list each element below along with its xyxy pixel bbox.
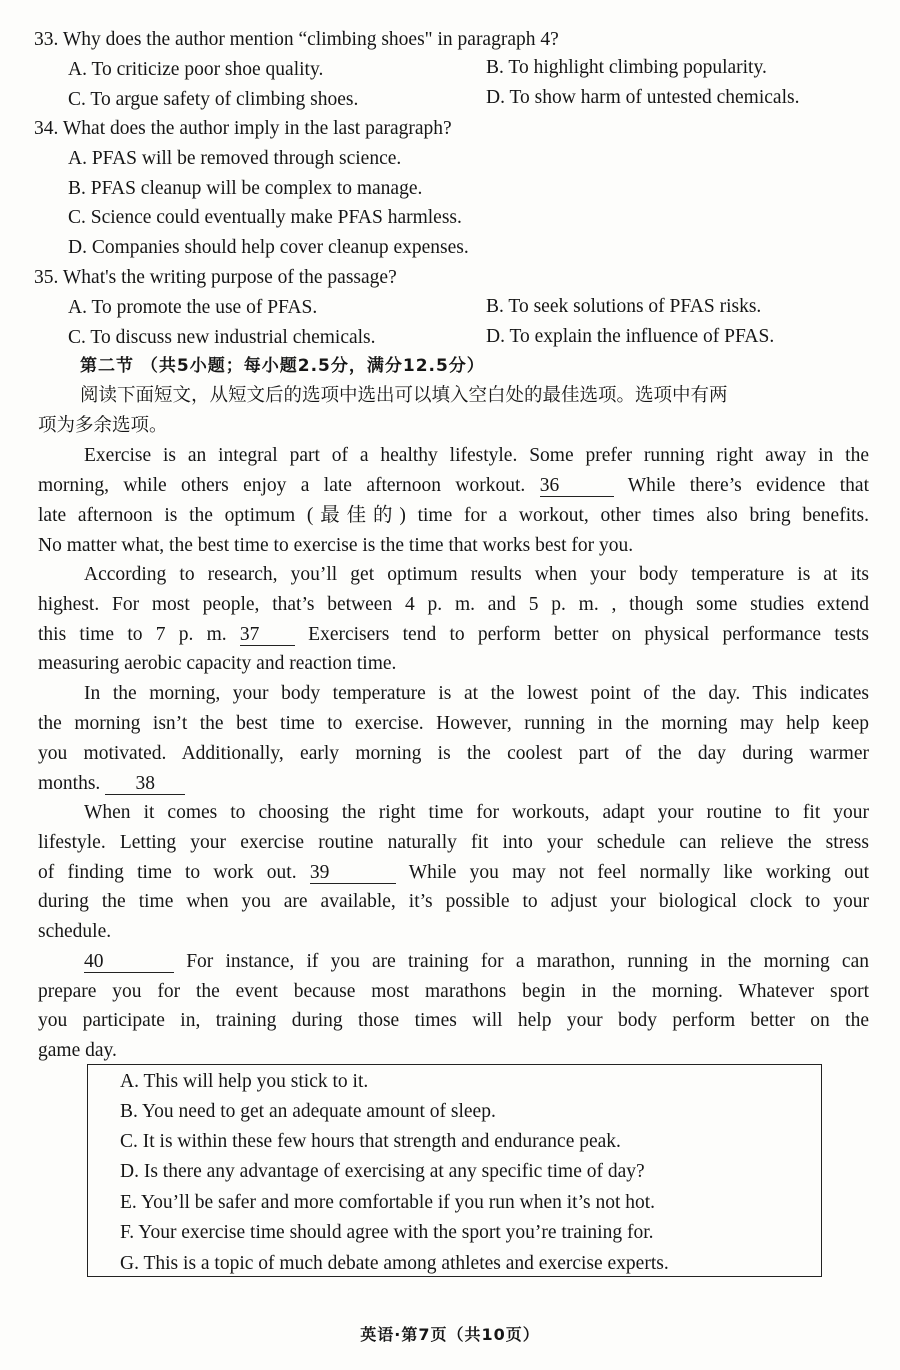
passage-p5-line3: you participate in, training during those times will help your body perform better on the (38, 1010, 869, 1031)
question-35-option-a: A. To promote the use of PFAS. (68, 297, 318, 318)
passage-p1-line3: late afternoon is the optimum (最佳的) time for a workout, other times also bring benefits. (38, 505, 869, 526)
choice-f: F. Your exercise time should agree with the sport you’re training for. (120, 1222, 654, 1243)
question-34-option-a: A. PFAS will be removed through science. (68, 148, 402, 169)
choice-e: E. You’ll be safer and more comfortable if you run when it’s not hot. (120, 1192, 656, 1213)
page-footer: 英语·第7页（共10页） (360, 1325, 540, 1344)
passage-p1-line2: morning, while others enjoy a late afternoon workout. 36 While there’s evidence that (38, 475, 870, 496)
passage-p4-line3: of finding time to work out. 39 While you may not feel normally like working out (38, 862, 870, 883)
passage-p5-line4: game day. (38, 1040, 117, 1061)
question-34-option-c: C. Science could eventually make PFAS harmless. (68, 207, 462, 228)
passage-p3-line1: In the morning, your body temperature is at the lowest point of the day. This indicates (84, 683, 869, 704)
passage-p3-line3: you motivated. Additionally, early morning is the coolest part of the day during warmer (38, 743, 869, 764)
passage-p1-line1: Exercise is an integral part of a healthy lifestyle. Some prefer running right away in the (84, 445, 869, 466)
passage-p3-line2: the morning isn’t the best time to exercise. However, running in the morning may help keep (38, 713, 869, 734)
passage-p4-line1: When it comes to choosing the right time for workouts, adapt your routine to fit your (84, 802, 869, 823)
passage-p4-line5: schedule. (38, 921, 112, 942)
blank-39[interactable]: 39 (310, 863, 396, 884)
passage-p2-line1: According to research, you’ll get optimum results when your body temperature is at its (84, 564, 869, 585)
question-35-stem: 35. What's the writing purpose of the passage? (34, 267, 397, 288)
section-2-heading: 第二节 （共5小题；每小题2.5分，满分12.5分） (80, 356, 485, 376)
choice-d: D. Is there any advantage of exercising at any specific time of day? (120, 1161, 645, 1182)
passage-p1-line4: No matter what, the best time to exercise is the time that works best for you. (38, 535, 634, 556)
passage-p4-line4: during the time when you are available, it’s possible to adjust your biological clock to your (38, 891, 869, 912)
passage-p4-line2: lifestyle. Letting your exercise routine naturally fit into your schedule can relieve the stress (38, 832, 869, 853)
question-34-option-b: B. PFAS cleanup will be complex to manage. (68, 178, 423, 199)
section-2-instruction: 阅读下面短文，从短文后的选项中选出可以填入空白处的最佳选项。选项中有两 (80, 385, 728, 406)
passage-p5-line2: prepare you for the event because most marathons begin in the morning. Whatever sport (38, 981, 869, 1002)
section-2-instruction-cont: 项为多余选项。 (38, 415, 168, 436)
blank-36[interactable]: 36 (540, 476, 614, 497)
passage-p5-line1: 40 For instance, if you are training for a marathon, running in the morning can (84, 951, 869, 972)
choice-g: G. This is a topic of much debate among athletes and exercise experts. (120, 1253, 669, 1274)
choice-a: A. This will help you stick to it. (120, 1071, 369, 1092)
passage-p2-line4: measuring aerobic capacity and reaction time. (38, 653, 397, 674)
question-33-option-d: D. To show harm of untested chemicals. (486, 87, 800, 108)
question-35-option-d: D. To explain the influence of PFAS. (486, 326, 775, 347)
choice-c: C. It is within these few hours that strength and endurance peak. (120, 1131, 621, 1152)
blank-37[interactable]: 37 (240, 625, 295, 646)
question-33-option-a: A. To criticize poor shoe quality. (68, 59, 324, 80)
question-35-option-c: C. To discuss new industrial chemicals. (68, 327, 376, 348)
question-33-option-c: C. To argue safety of climbing shoes. (68, 89, 359, 110)
question-33-stem: 33. Why does the author mention “climbing shoes" in paragraph 4? (34, 29, 559, 50)
question-34-stem: 34. What does the author imply in the last paragraph? (34, 118, 452, 139)
question-35-option-b: B. To seek solutions of PFAS risks. (486, 296, 762, 317)
passage-p2-line2: highest. For most people, that’s between 4 p. m. and 5 p. m. , though some studies extend (38, 594, 869, 615)
passage-p3-line4: months. 38 (38, 772, 185, 796)
choice-b: B. You need to get an adequate amount of sleep. (120, 1101, 496, 1122)
passage-p2-line3: this time to 7 p. m. 37 Exercisers tend to perform better on physical performance tests (38, 624, 869, 645)
blank-40[interactable]: 40 (84, 952, 174, 973)
blank-38[interactable]: 38 (105, 774, 185, 795)
question-34-option-d: D. Companies should help cover cleanup expenses. (68, 237, 469, 258)
question-33-option-b: B. To highlight climbing popularity. (486, 57, 767, 78)
